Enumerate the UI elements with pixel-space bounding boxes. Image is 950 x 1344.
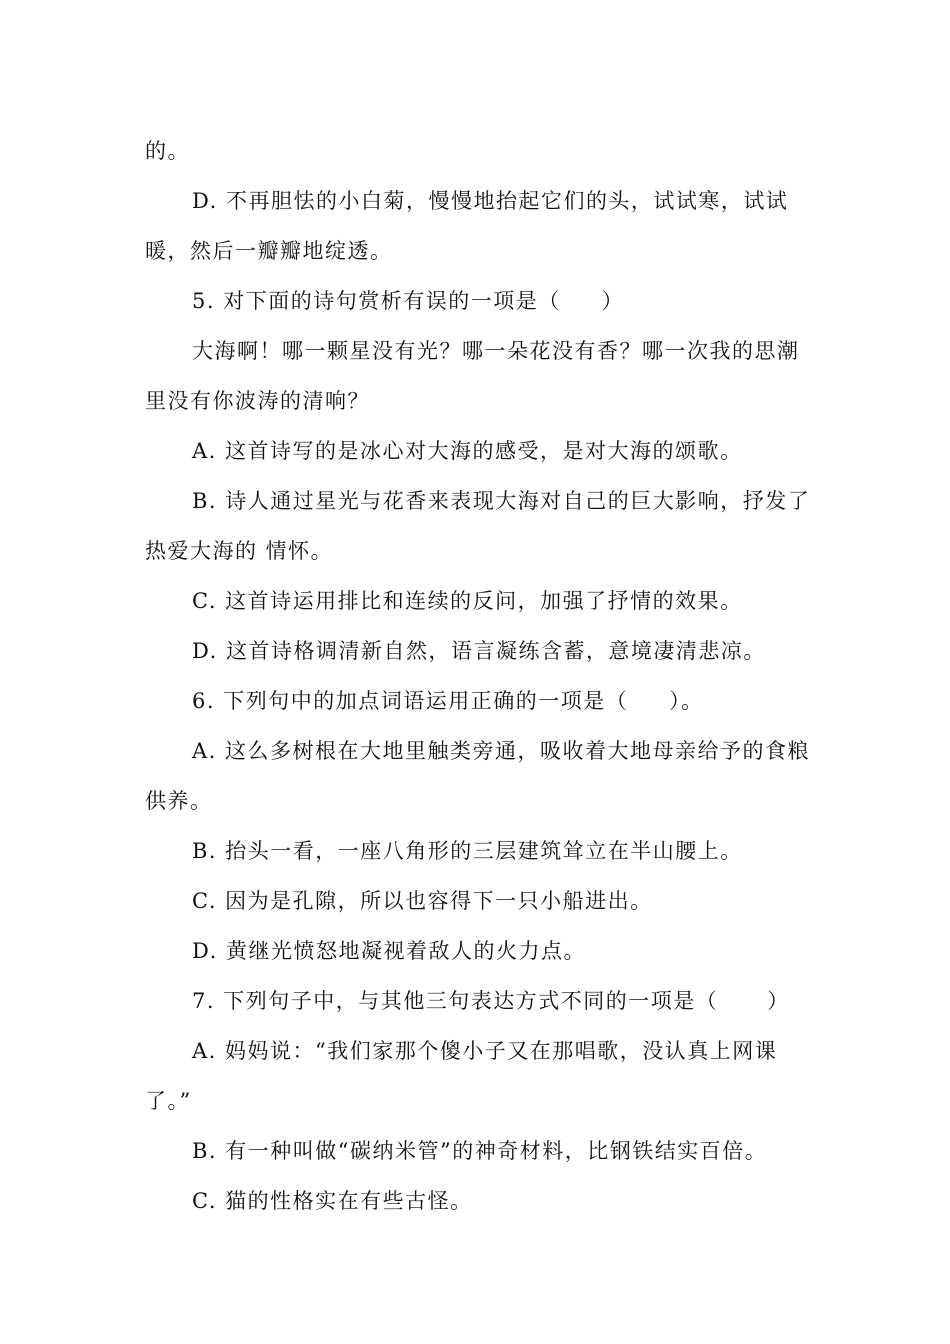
option-d-line: D. 这首诗格调清新自然，语言凝练含蓄，意境凄清悲凉。: [192, 639, 766, 663]
question-7: 7. 下列句子中，与其他三句表达方式不同的一项是（ ）: [192, 989, 790, 1013]
option-d-line: D. 不再胆怯的小白菊，慢慢地抬起它们的头，试试寒，试试: [192, 189, 789, 213]
option-b-line: B. 抬头一看，一座八角形的三层建筑耸立在半山腰上。: [192, 839, 743, 863]
text-line: 了。”: [145, 1089, 192, 1113]
text-line: 热爱大海的 情怀。: [145, 539, 334, 563]
option-d-line: D. 黄继光愤怒地凝视着敌人的火力点。: [192, 939, 586, 963]
option-b-line: B. 有一种叫做“碳纳米管”的神奇材料，比钢铁结实百倍。: [192, 1139, 768, 1163]
option-c-line: C. 因为是孔隙，所以也容得下一只小船进出。: [192, 889, 653, 913]
text-line: 暖，然后一瓣瓣地绽透。: [145, 239, 393, 263]
text-line: 的。: [145, 139, 190, 163]
option-c-line: C. 猫的性格实在有些古怪。: [192, 1189, 473, 1213]
poem-line: 大海啊！哪一颗星没有光？哪一朵花没有香？哪一次我的思潮: [192, 339, 800, 363]
option-b-line: B. 诗人通过星光与花香来表现大海对自己的巨大影响，抒发了: [192, 489, 811, 513]
question-6: 6. 下列句中的加点词语运用正确的一项是（ ）。: [192, 689, 704, 713]
option-a-line: A. 这首诗写的是冰心对大海的感受，是对大海的颂歌。: [192, 439, 743, 463]
option-c-line: C. 这首诗运用排比和连续的反问，加强了抒情的效果。: [192, 589, 743, 613]
option-a-line: A. 这么多树根在大地里触类旁通，吸收着大地母亲给予的食粮: [192, 739, 811, 763]
poem-line: 里没有你波涛的清响？: [145, 389, 370, 413]
text-line: 供养。: [145, 789, 213, 813]
question-5: 5. 对下面的诗句赏析有误的一项是（ ）: [192, 289, 625, 313]
option-a-line: A. 妈妈说：“我们家那个傻小子又在那唱歌，没认真上网课: [192, 1039, 778, 1063]
